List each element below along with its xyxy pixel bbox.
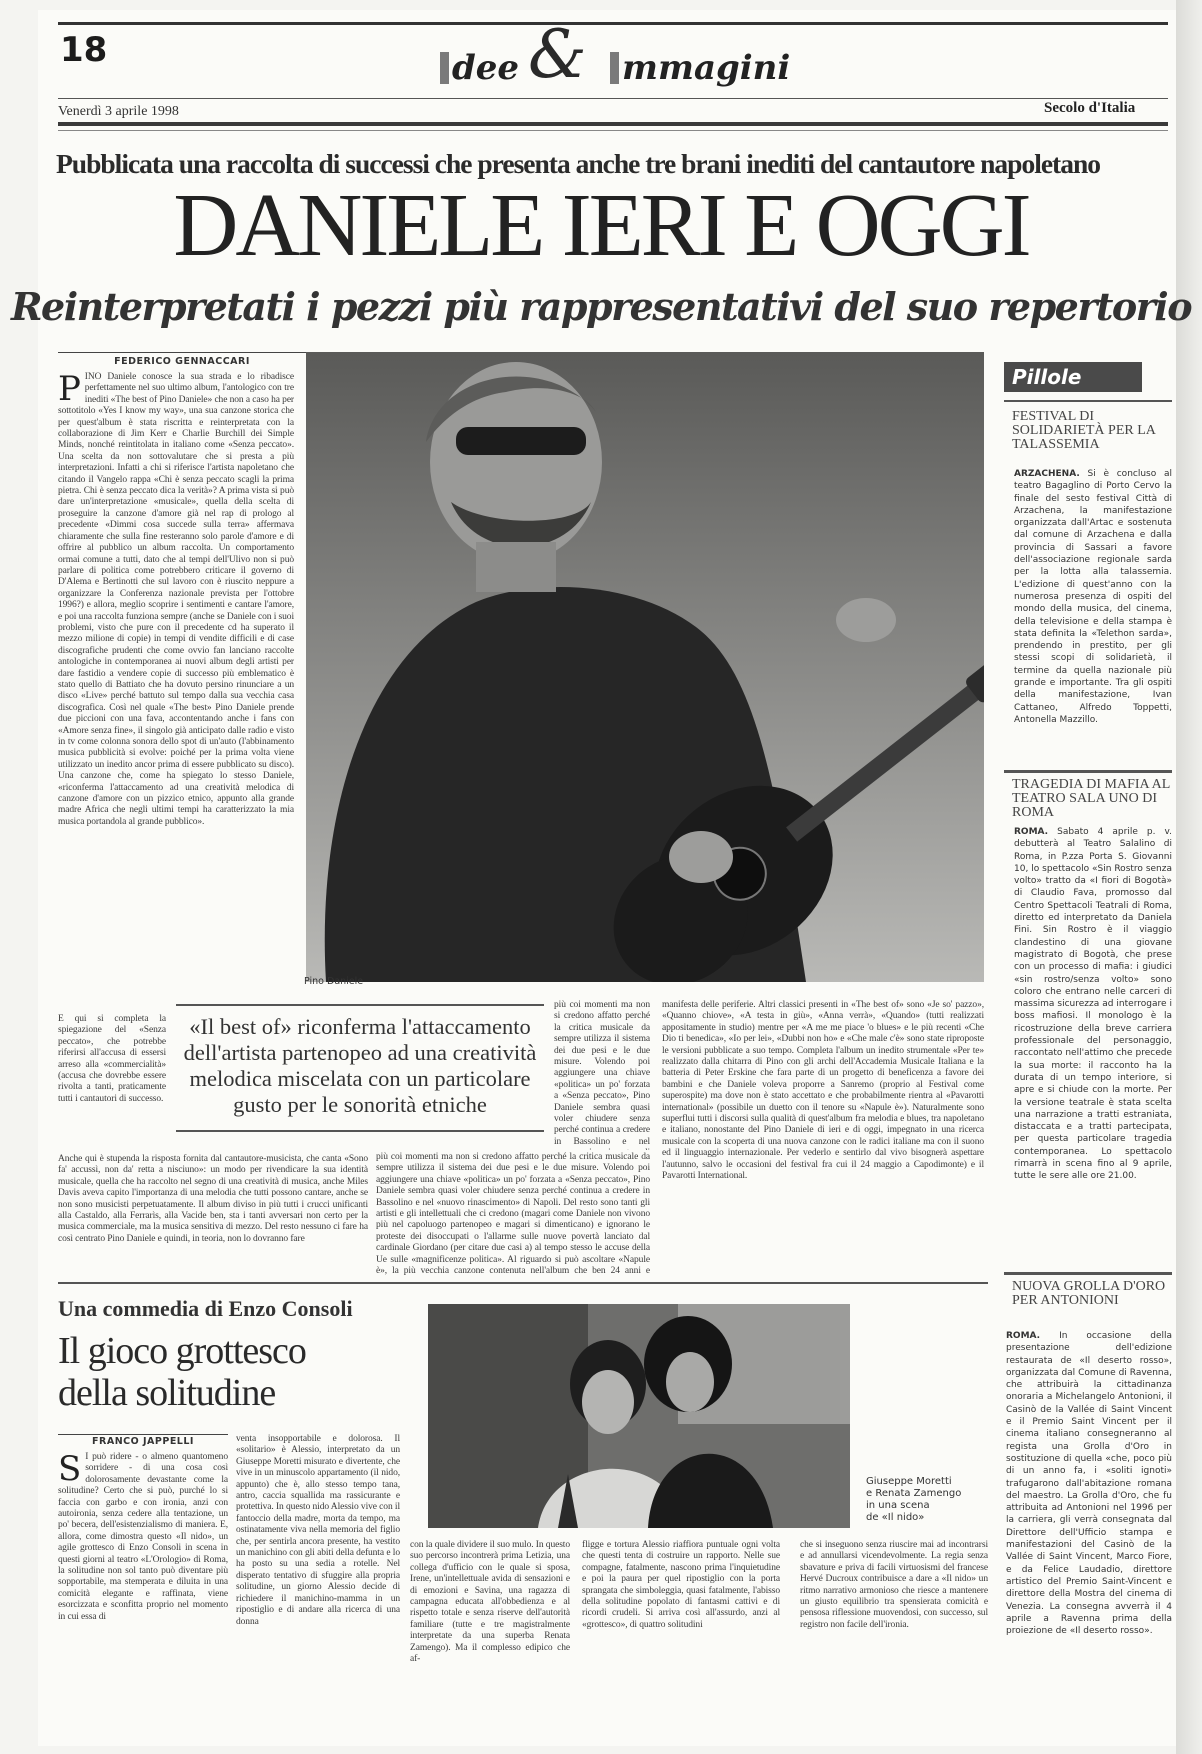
main-column-1b [58, 1014, 166, 1154]
second-column-4 [582, 1540, 780, 1730]
sidebar-item-3-place: ROMA. [1006, 1331, 1041, 1341]
il-nido-scene-photo [428, 1304, 850, 1528]
sidebar-rule-3 [1004, 1272, 1172, 1275]
section-title-part-b: mmagini [622, 48, 791, 88]
main-byline: FEDERICO GENNACCARI [114, 356, 250, 367]
section-title-part-a: dee [452, 48, 520, 88]
pullquote-rule-bottom [176, 1130, 544, 1132]
second-photo-caption [866, 1476, 961, 1524]
pullquote: «Il best of» riconferma l'attaccamento dell'artista partenopeo ad una creatività melodica miscelata con un particolare gusto per le sonorità etniche [183, 1014, 537, 1117]
pillole-label: Pillole [1012, 365, 1082, 389]
sidebar-item-3-text: In occasione della presentazione dell'edizione restaurata de «Il deserto rosso», organizzata dal Comune di Ravenna, che attribuirà la cittadinanza onoraria a Michelangelo Antonioni, il Casinò de la Vallée di Saint Vincent e il Premio Saint Vincent per il cinema italiano consegneranno al regista una Grolla d'Oro in sostituzione di quella «che, poco più di un anno fa, i «soliti ignoti» trafugarono dall'abitazione romana del maestro. La Grolla d'Oro, che fu attribuita ad Antonioni nel 1996 per la carriera, gli verrà consegnata dal Direttore dell'Ufficio stampa e manifestazioni del Casinò de la Vallée di Saint Vincent, Marco Fiore, e da Felice Laudadio, direttore artistico del Premio Saint-Vincent e direttore della Mostra del cinema di Venezia. La consegna avverrà il 4 aprile a Ravenna prima della proiezione de «Il deserto rosso». [1006, 1331, 1172, 1637]
date-rule-top [58, 98, 1168, 99]
date-rule-thin [58, 130, 1168, 131]
main-column-1 [58, 372, 294, 1012]
main-column-mid-2 [662, 1000, 984, 1276]
main-column-mid-2-text: manifesta delle periferie. Altri classici presenti in «The best of» sono «Je so' pazzo», «Quanno chiove», «A testa in giù», «Anna verrà», «Quando» (tutti realizzati appositamente in studio) mentre per «A me me piace 'o blues» e le più recenti «Che Dio ti benedica», «Io per lei», «Dubbi non ho» e «Che male c'è» sono state riproposte le versioni pubblicate a suo tempo. Completa l'album un inedito strumentale «Per te» realizzato dalla chitarra di Pino con gli archi dell'Accademia Musicale Italiana e la batteria di Peter Erskine che fara parte di un progetto di beneficenza a favore dei bambini e che Daniele voleva proporre a Sanremo (proprio al Festival come superospite) ma dove non è stato accettato e che probabilmente rientra al «Pavarotti international» (possibile un duetto con il tenore su «Napule è»). Naturalmente sono superflui tutti i discorsi sulla qualità di quest'album fra melodia e blues, tra napoletano e italiano, nonostante del Pino Daniele di ieri e di oggi, impegnato in una ricerca musicale con la scoperta di una nuova canzone con le radici italiane ma con il suono ed il linguaggio internazionale. Per vederlo e sentirlo dal vivo bisognerà aspettare l'autunno, salvo le occasioni del festival fra cui il 24 maggio a Capodimonte) e il Pavarotti International. [662, 1000, 984, 1182]
main-column-1-text: INO Daniele conosce la sua strada e lo ribadisce perfettamente nel suo ultimo album, l'antologico con tre inediti «The best of Pino Daniele» che non a caso ha per sottotitolo «Yes I know my way», una sua canzone storica che per quest'album è stata riscritta e reinterpretata con la collaborazione di Jim Kerr e Charlie Burchill dei Simple Minds, nonché reintitolata in italiano come «Senza peccato». Una scelta da non sottovalutare che si presta a più interpretazioni. Infatti a chi si riferisce l'artista napoletano che citando il Vangelo rappa «Chi è senza peccato scagli la prima pietra. Chi è senza peccato dica la verità»? A prima vista si può dare un'interpretazione «musicale», quella della scelta di proseguire la canzone d'amore già nel rap di prologo al precedente «Dimmi cosa succede sulla terra» affermava chiaramente che sulla fine resteranno solo parole d'amore e di offrire al pubblico un album raccolta. Un comportamento ormai comune a tutti, dato che al tempi dell'Ulivo non si può parlare di politica come potrebbero criticare il governo di D'Alema e Bertinotti che sul lavoro con è riuscito neppure a organizzare la Conferenza nazionale prevista per l'ottobre 1996?) e allora, meglio scoprire i sentimenti e cantare l'amore, e poi una raccolta funziona sempre (anche se Daniele con i suoi problemi, visto che pure con il precedente cd ha superato il mezzo milione di copie) in tempi di vendite difficili e di case discografiche prudenti che come ovvio fan lanciano raccolte antologiche in contemporanea ai nuovi album degli artisti per dare fastidio a vendere copie di successo più emblematico è stato quello di Battiato che ha dovuto persino rinunciare a un disco «Live» perché battuto sul tempo dalla sua vecchia casa discografica. Così nel quale «The best» Pino Daniele prende due piccioni con una fava, accontentando anche i fans con «Amore senza fine», il singolo già anticipato dalle radio e visto in tv come colonna sonora dello spot di un'auto (l'abbinamento musica pubblicità si evolve: poiché per la prima volta viene utilizzato un inedito ancor prima di essere pubblicato su disco). Una canzone che, come ha spiegato lo stesso Daniele, «riconferma l'attaccamento ad una creatività melodica di canzone d'amore con un pizzico etnico, appunto alla grande madre Africa che negli ultimi tempi ha caratterizzato la mia musica portandola al grande pubblico». [58, 372, 294, 827]
main-column-mid-1-text: più coi momenti ma non si credono affatto perché la critica musicale da sempre utilizza il sistema dei due pesi e le due misure. Volendo poi aggiungere una chiave «politica» un po' forzata a «Senza peccato», Pino Daniele sembra quasi voler chiudere senza perché continua a credere in Bassolino e nel [554, 1000, 650, 1147]
main-column-mid-1b-text: più coi momenti ma non si credono affatto perché la critica musicale da sempre utilizza il sistema dei due pesi e le due misure. Volendo poi aggiungere una chiave «politica» un po' forzata a «Senza peccato», Pino Daniele sembra quasi voler chiudere senza perché continua a credere in Bassolino e nel «nuovo rinascimento» di Napoli. Del resto sono tanti gli artisti e gli intellettuali che ci credono (magari come Daniele non vivono più nel capoluogo partenopeo e magari si dimenticano) e ignorano le proteste dei disoccupati o l'allarme sulle nuove povertà lanciato dal cardinale Giordano (per citare due casi a) al tempo stesso le accuse della Ue sulle «magnificenze politica». Al riguardo si può ascoltare «Napule è», la più vecchia canzone contenuta nell'album che ben 24 anni e [376, 1152, 650, 1276]
main-headline: DANIELE IERI E OGGI [173, 176, 1029, 275]
main-column-wide [58, 1154, 368, 1276]
pullquote-rule-top [176, 1004, 544, 1006]
second-byline: FRANCO JAPPELLI [92, 1436, 194, 1447]
second-column-2 [236, 1434, 400, 1730]
sidebar-rule-1 [1004, 400, 1172, 402]
second-article-rule [58, 1282, 988, 1284]
second-column-1-text: I può ridere - o almeno quantomeno sorridere - di una cosa così dolorosamente devastante come la solitudine? Certo che si può, purché lo si faccia con garbo e con ironia, anzi con autoironia, senza cedere alla tentazione, un po' becera, dell'esistenzialismo di maniera. E, allora, come dimostra questo «Il nido», un agile grottesco di Enzo Consoli in scena in questi giorni al teatro «L'Orologio» di Roma, la solitudine non sol tanto può diventare più sopportabile, ma stemperata e diluita in una comicità elegante e raffinata, viene esorcizzata e sconfitta proprio nel momento in cui essa di [58, 1452, 228, 1622]
sidebar-item-2-title: TRAGEDIA DI MAFIA AL TEATRO SALA UNO DI ROMA [1012, 777, 1170, 820]
main-column-wide-text: Anche qui è stupenda la risposta fornita dal cantautore-musicista, che canta «Sono fa' accussì, non da' retta a nisciuno»: un modo per rivendicare la sua identità musicale, quella che ha raccolto nel segno di una creatività di musica, anche Miles Davis aveva capito l'importanza di una melodia che tutti possono cantare, anche se non sono musicisti perpetuatamente. Il album diviso in più tutti i crucci unificanti alla Castaldo, alla Ferrarìs, alla Vacide ben, sta i tanti avversari non certo per la musica commerciale, ma la musica sensitiva di mezzo. Del resto nessuno ci fare ha così centrato Pino Daniele e quindi, in teoria, non lo dovranno fare [58, 1154, 368, 1244]
top-rule [58, 22, 1168, 25]
photo-illustration [306, 352, 984, 982]
sidebar-item-1-text: Si è concluso al teatro Bagaglino di Porto Cervo la finale del sesto festival Città di Arzachena, la manifestazione organizzata dall'Artac e sostenuta dal comune di Arzachena e dalla provincia di Sassari a favore dell'associazione regionale sarda per la lotta alla talassemia. L'edizione di quest'anno con la numerosa presenza di ospiti del mondo della musica, del cinema, della televisione e della stampa è stata definita la «Telethon sarda», prendendo in prestito, per gli stessi scopi di solidarietà, il termine da quella nazionale più grande e importante. Tra gli ospiti della manifestazione, Ivan Cattaneo, Alfredo Toppetti, Antonella Mazzillo. [1014, 469, 1172, 725]
ampersand-glyph: & [528, 16, 587, 93]
main-photo-caption: Pino Daniele [304, 976, 364, 987]
sidebar-item-2-place: ROMA. [1014, 827, 1049, 837]
second-column-1 [58, 1452, 228, 1730]
second-headline-line-2: della solitudine [58, 1372, 276, 1414]
main-column-mid-1b [376, 1152, 650, 1276]
second-photo-caption-line-4: de «Il nido» [866, 1512, 925, 1523]
second-column-3 [410, 1540, 570, 1730]
scene-photo-illustration [428, 1304, 850, 1528]
sidebar-item-1-title: FESTIVAL DI SOLIDARIETÀ PER LA TALASSEMIA [1012, 409, 1156, 452]
second-column-2-text: venta insopportabile e dolorosa. Il «solitario» è Alessio, interpretato da un Giuseppe Moretti misurato e divertente, che vive in un minuscolo appartamento (il nido, appunto) che è, allo stesso tempo tana, antro, caccia squallida ma rassicurante e protettiva. In questo nido Alessio vive con il fantoccio della madre, morta da tempo, ma ostinatamente viva nella memoria del figlio che, per sentirla ancora presente, ha vestito un manichino con gli abiti della defunta e lo ha posto su una sedia a rotelle. Nel disperato tentativo di sfuggire alla propria solitudine, un giorno Alessio decide di richiedere il manichino-mamma in un ripostiglio e di andare alla ricerca di una donna [236, 1434, 400, 1627]
main-subhead: Reinterpretati i pezzi più rappresentativi del suo repertorio [10, 284, 1192, 329]
second-photo-caption-line-2: e Renata Zamengo [866, 1488, 962, 1499]
main-column-mid-1 [554, 1000, 650, 1150]
sidebar-item-2-text: Sabato 4 aprile p. v. debutterà al Teatro Salalino di Roma, in P.zza Porta S. Giovanni 10, lo spettacolo «Sin Rostro senza volto» tratto da «I fiori di Bogotà» di Claudio Fava, promosso dal Centro Spettacoli Teatrali di Roma, diretto ed interpretato da Daniela Fini. Sin Rostro è il viaggio clandestino di una giovane magistrato di Bogotà, che prese con un processo di mafia: i giudici «sin rostro/senza volto» sono coloro che entrano nelle carceri di massima sicurezza ad interrogare i boss mafiosi. Il monologo è la ricostruzione della breve carriera professionale del personaggio, raccontato nell'attimo che precede la sua morte: il racconto ha la durata di un tempo interiore, si apre e si chiude con la morte. Per la versione teatrale è stata scelta una narrazione a tratti estraniata, distaccata e a tratti partecipata, per questa particolare tragedia contemporanea. Lo spettacolo rimarrà in scena fino al 9 aprile, tutte le sere alle ore 21.00. [1014, 827, 1172, 1182]
section-letter-i-bar-2 [610, 52, 619, 84]
second-column-5-text: che si inseguono senza riuscire mai ad incontrarsi e ad annullarsi vicendevolmente. La regia senza sbavature e priva di facili virtuosismi del francese Hervé Ducroux contribuisce a dare a «Il nido» un ritmo narrativo armonioso che riesce a mantenere un giusto equilibrio tra spensierata comicità e pensosa riflessione muovendosi, con successo, sul registro non facile dell'ironia. [800, 1540, 988, 1630]
sidebar-rule-2 [1004, 770, 1172, 773]
second-photo-caption-line-1: Giuseppe Moretti [866, 1476, 952, 1487]
second-photo-caption-line-3: in una scena [866, 1500, 930, 1511]
second-column-5 [800, 1540, 988, 1730]
second-column-4-text: fligge e tortura Alessio riaffiora puntuale ogni volta che questi tenta di costruire un rapporto. Nelle sue compagne, fatalmente, nascono prima l'inquietudine e poi la paura per quel ripostiglio con la porta sprangata che simboleggia, quasi fatalmente, l'abisso della solitudine popolato di fantasmi cattivi e di ricordi crudeli. Si arriva così all'assurdo, anzi al «grottesco», di quattro solitudini [582, 1540, 780, 1630]
sidebar-item-1-body [1014, 468, 1172, 776]
sidebar-item-3-body [1006, 1330, 1172, 1734]
date-rule-bottom [58, 122, 1168, 126]
second-kicker: Una commedia di Enzo Consoli [58, 1296, 353, 1321]
second-dropcap: S [58, 1452, 82, 1489]
main-column-1b-text: E qui si completa la spiegazione del «Senza peccato», che potrebbe riferirsi all'accusa di essersi arreso alla «commercialità» (accusa che dovrebbe essere rivolta a tanti, praticamente tutti i cantautori di successo. [58, 1014, 166, 1104]
second-headline-line-1: Il gioco grottesco [58, 1330, 306, 1372]
issue-date: Venerdì 3 aprile 1998 [58, 104, 179, 119]
main-dropcap: P [58, 372, 81, 409]
main-kicker: Pubblicata una raccolta di successi che presenta anche tre brani inediti del cantautore napoletano [56, 148, 1101, 179]
section-letter-i-bar [440, 52, 449, 84]
second-column-3-text: con la quale dividere il suo mulo. In questo suo percorso incontrerà prima Letizia, una collega d'ufficio con le quale si sposa, Irene, un'intellettuale avida di sensazioni e di emozioni e Savina, una ragazza di campagna educata all'obbedienza e al rispetto totale e senza riserve dell'autorità familiare (tutte e tre magistralmente interpretate da una superba Renata Zamengo). Ma il complesso edipico che af- [410, 1540, 570, 1665]
sidebar-item-1-place: ARZACHENA. [1014, 469, 1080, 479]
masthead-name: Secolo d'Italia [1044, 100, 1136, 116]
byline-rule [58, 352, 306, 353]
sidebar-item-2-body [1014, 826, 1172, 1270]
pino-daniele-photo [306, 352, 984, 982]
sidebar-item-3-title: NUOVA GROLLA D'ORO PER ANTONIONI [1012, 1279, 1166, 1308]
page-number: 18 [60, 30, 108, 70]
second-byline-rule [58, 1434, 228, 1435]
